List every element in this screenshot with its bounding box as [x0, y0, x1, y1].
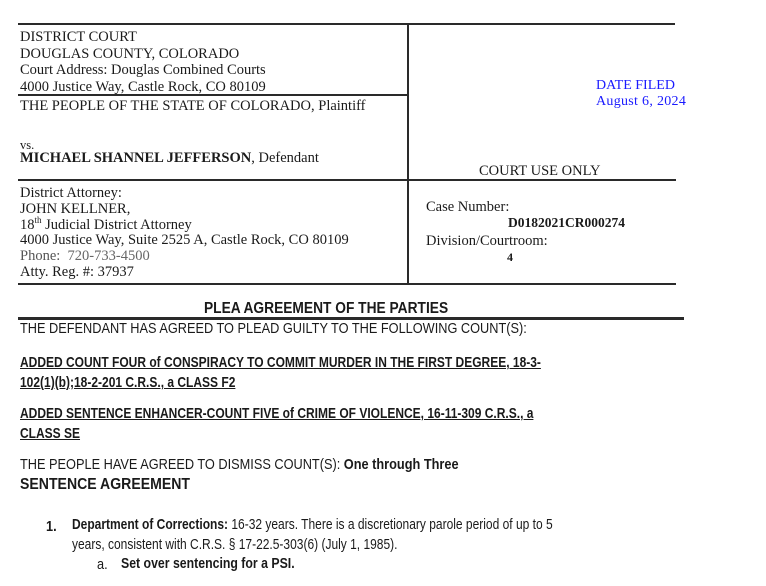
count-four-line1: ADDED COUNT FOUR of CONSPIRACY TO COMMIT MURDER IN THE FIRST DEGREE, 18-3- [20, 354, 541, 371]
case-number: D0182021CR000274 [508, 215, 625, 230]
count-four-line2: 102(1)(b);18-2-201 C.R.S., a CLASS F2 [20, 374, 236, 391]
court-block [20, 29, 266, 95]
date-filed-date: August 6, 2024 [596, 94, 687, 109]
item-text-line1: 16-32 years. There is a discretionary parole period of up to 5 [228, 516, 553, 533]
item-number: 1. [46, 518, 57, 535]
court-use-only: COURT USE ONLY [479, 163, 601, 179]
attorney-registration: Atty. Reg. #: 37937 [20, 263, 134, 280]
item-doc-line2: years, consistent with C.R.S. § 17-22.5-303(6) (July 1, 1985). [72, 536, 398, 553]
date-filed-label: DATE FILED [596, 78, 675, 93]
court-name: DISTRICT COURT [20, 29, 137, 45]
attorney-phone: Phone: 720-733-4500 [20, 248, 150, 265]
court-address-label: Court Address: Douglas Combined Courts [20, 62, 266, 78]
count-five-line2: CLASS SE [20, 425, 81, 442]
count-five-line1: ADDED SENTENCE ENHANCER-COUNT FIVE of CRIME OF VIOLENCE, 16-11-309 C.R.S., a [20, 405, 534, 422]
caption-bottom-border [18, 283, 676, 285]
sentence-agreement-heading: SENTENCE AGREEMENT [20, 476, 191, 493]
division-number: 4 [507, 250, 513, 264]
item-label: Department of Corrections: [72, 516, 229, 533]
caption-top-border [18, 23, 675, 25]
date-filed-stamp [596, 78, 686, 110]
plaintiff: THE PEOPLE OF THE STATE OF COLORADO, Plaintiff [20, 98, 366, 114]
dismiss-value: One through Three [343, 456, 459, 473]
attorney-block [20, 186, 349, 281]
court-address: 4000 Justice Way, Castle Rock, CO 80109 [20, 78, 266, 95]
defendant-suffix: , Defendant [251, 150, 319, 166]
attorney-address: 4000 Justice Way, Suite 2525 A, Castle Rock, CO 80109 [20, 232, 349, 249]
dismiss-label: THE PEOPLE HAVE AGREED TO DISMISS COUNT(S): [20, 456, 344, 473]
attorney-name: JOHN KELLNER, [20, 200, 131, 217]
caption-vertical-divider [407, 23, 409, 285]
subitem-letter: a. [97, 556, 108, 573]
attorney-district: 18th Judicial District Attorney [20, 214, 192, 233]
dismiss-counts [20, 456, 459, 473]
versus: vs. [20, 138, 35, 152]
defendant [20, 150, 319, 167]
court-county: DOUGLAS COUNTY, COLORADO [20, 45, 240, 62]
division-label: Division/Courtroom: [426, 233, 548, 249]
subitem-text: Set over sentencing for a PSI. [121, 555, 295, 572]
plead-intro: THE DEFENDANT HAS AGREED TO PLEAD GUILTY TO THE FOLLOWING COUNT(S): [20, 320, 527, 337]
case-number-label: Case Number: [426, 199, 510, 215]
defendant-name: MICHAEL SHANNEL JEFFERSON [20, 150, 252, 166]
document-title: PLEA AGREEMENT OF THE PARTIES [204, 300, 449, 317]
attorney-title: District Attorney: [20, 185, 122, 201]
item-doc-line1 [72, 516, 553, 533]
